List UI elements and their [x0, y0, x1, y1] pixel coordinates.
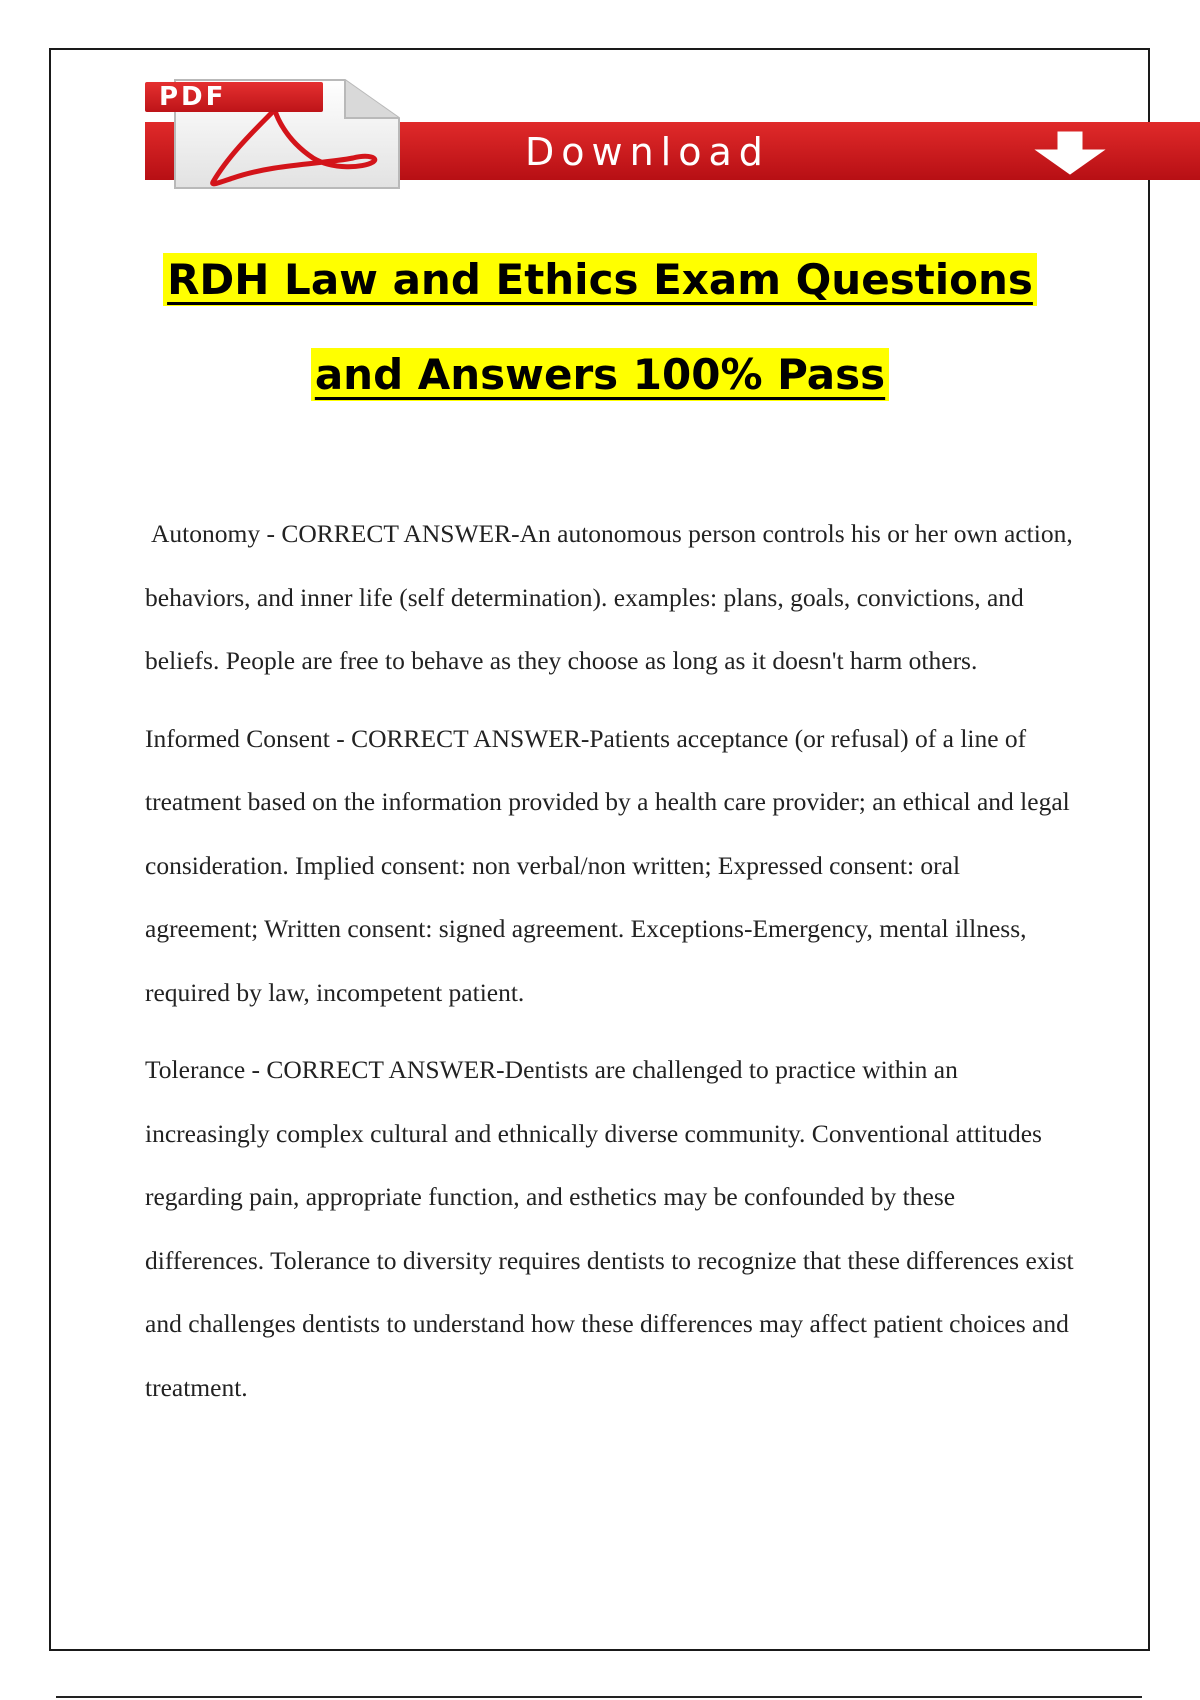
download-arrow-icon[interactable] — [1030, 130, 1110, 176]
bottom-rule — [56, 1696, 1142, 1698]
download-banner[interactable] — [145, 78, 1200, 193]
document-title — [145, 232, 1055, 422]
download-label[interactable]: Download — [525, 130, 770, 174]
qa-list — [145, 502, 1075, 1433]
pdf-document-icon — [145, 78, 413, 193]
qa-item-informed-consent: Informed Consent - CORRECT ANSWER-Patients acceptance (or refusal) of a line of treatment based on the information provided by a health care provider; an ethical and legal consideration. Implied consent: non verbal/non written; Expressed consent: oral agreement; Written consent: signed agreement. Exceptions-Emergency, mental illness, required by law, incompetent patient. — [145, 723, 1070, 1007]
title-line-2: and Answers 100% Pass — [311, 348, 889, 401]
qa-item-autonomy: Autonomy - CORRECT ANSWER-An autonomous person controls his or her own action, behaviors, and inner life (self determination). examples: plans, goals, convictions, and beliefs. People are free to behave as they choose as long as it doesn't harm others. — [145, 519, 1073, 675]
pdf-label: PDF — [159, 82, 227, 112]
title-line-1: RDH Law and Ethics Exam Questions — [163, 253, 1037, 306]
qa-item-tolerance: Tolerance - CORRECT ANSWER-Dentists are challenged to practice within an increasingly complex cultural and ethnically diverse community. Conventional attitudes regarding pain, appropriate function, and esthetics may be confounded by these differences. Tolerance to diversity requires dentists to recognize that these differences exist and challenges dentists to understand how these differences may affect patient choices and treatment. — [145, 1055, 1074, 1402]
